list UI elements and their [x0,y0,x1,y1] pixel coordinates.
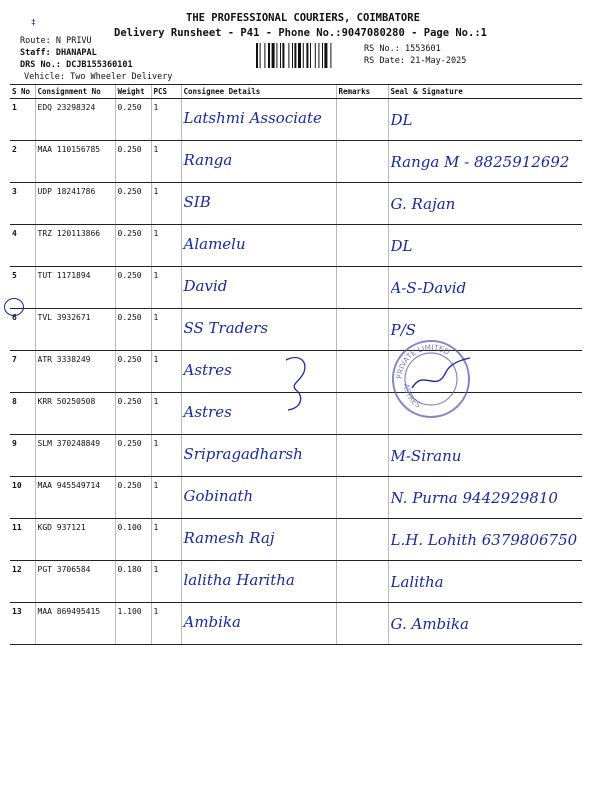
row-pcs-cell [151,393,181,435]
barcode-bar [330,43,331,68]
row-signature: DL [390,237,413,255]
row-weight: 0.250 [117,229,142,238]
page-title: THE PROFESSIONAL COURIERS, COIMBATORE [186,12,420,24]
page-subtitle: Delivery Runsheet - P41 - Phone No.:9047080280 - Page No.:1 [114,27,487,39]
row-pcs: 1 [153,229,159,238]
row-sno: 4 [12,229,17,238]
row-remarks-cell [336,141,388,183]
row-weight-cell [115,519,151,561]
barcode-bar [272,43,275,68]
route-label: Route: [20,36,51,46]
vehicle-label: Vehicle: [24,72,65,82]
row-weight-cell [115,225,151,267]
row-pcs: 1 [153,565,159,574]
row-consignee: Latshmi Associate [183,109,322,127]
row-consignee: lalitha Haritha [183,571,295,589]
row-consignment-no: EDQ 23298324 [37,103,96,112]
row-consignee: Ambika [183,613,241,631]
row-signature: Lalitha [390,573,444,591]
row-pcs-cell [151,351,181,393]
vehicle-value: Two Wheeler Delivery [70,72,173,82]
drs-line [20,60,133,70]
col-header-weight: Weight [115,85,151,99]
table-row [10,561,582,603]
row-sno: 7 [12,355,17,364]
row-sno-cell [10,477,35,519]
row-weight-cell [115,351,151,393]
row-pcs: 1 [153,439,159,448]
route-value: N PRIVU [55,36,92,46]
barcode-bar [292,43,293,68]
row-consignee: Ramesh Raj [183,529,275,547]
row-sno-cell [10,141,35,183]
row-consignment-no-cell [35,393,115,435]
row-consignee-cell [181,183,336,225]
row-consignment-no-cell [35,141,115,183]
row-weight: 1.100 [117,607,142,616]
row-weight: 0.180 [117,565,142,574]
row-signature-cell [388,183,582,225]
row-weight-cell [115,435,151,477]
row-sno: 5 [12,271,17,280]
row-consignee: Astres [183,361,232,379]
row-weight-cell [115,393,151,435]
barcode-bar [280,43,281,68]
row-consignee-cell [181,477,336,519]
drs-label: DRS No.: [20,60,61,70]
barcode-bar [310,43,311,68]
row-sno-cell [10,561,35,603]
drs-value: DCJB155360101 [66,60,133,70]
row-consignment-no: MAA 869495415 [37,607,101,616]
row-pcs-cell [151,519,181,561]
row-sno-cell [10,519,35,561]
row-pcs-cell [151,435,181,477]
row-pcs: 1 [153,355,159,364]
company-seal-stamp [390,338,472,420]
row-consignment-no-cell [35,477,115,519]
stamp-top-text: PRIVATE LIMITED [394,342,452,380]
row-consignment-no-cell [35,309,115,351]
barcode-bar [256,43,258,68]
row-consignee: SS Traders [183,319,269,337]
row-weight-cell [115,141,151,183]
row-consignment-no-cell [35,351,115,393]
row-weight: 0.100 [117,523,142,532]
row-pcs-cell [151,477,181,519]
row-pcs-cell [151,225,181,267]
row-signature-cell [388,141,582,183]
row-remarks-cell [336,351,388,393]
col-header-consignment: Consignment No [35,85,115,99]
row-pcs-cell [151,603,181,645]
row-weight: 0.250 [117,397,142,406]
table-row [10,477,582,519]
row-consignee-cell [181,603,336,645]
row-remarks-cell [336,183,388,225]
row-signature: Ranga M - 8825912692 [390,153,570,171]
row-consignee: Gobinath [183,487,254,505]
row-signature: DL [390,111,413,129]
row-sno-cell [10,435,35,477]
row-consignee-cell [181,267,336,309]
row-remarks-cell [336,225,388,267]
row-pcs-cell [151,99,181,141]
staff-value: DHANAPAL [55,48,97,58]
row-sno: 6 [12,313,17,322]
row-pcs-cell [151,267,181,309]
col-header-pcs: PCS [151,85,181,99]
row-remarks-cell [336,519,388,561]
row-signature-cell [388,267,582,309]
row-weight-cell [115,309,151,351]
row-signature-cell [388,225,582,267]
row-pcs: 1 [153,103,159,112]
barcode-bar [264,43,265,68]
barcode-bar [322,43,323,68]
row-signature: G. Rajan [390,195,456,213]
row-pcs: 1 [153,145,159,154]
row-pcs-cell [151,561,181,603]
row-remarks-cell [336,309,388,351]
row-pcs-cell [151,183,181,225]
table-row [10,309,582,351]
barcode-bar [318,43,319,68]
barcode-bar [315,43,316,68]
row-remarks-cell [336,99,388,141]
row-remarks-cell [336,267,388,309]
row-signature-cell [388,519,582,561]
row-sno: 10 [12,481,22,490]
row-consignment-no-cell [35,603,115,645]
row-sno: 12 [12,565,22,574]
barcode-bar [288,43,289,68]
row-pcs: 1 [153,607,159,616]
col-header-remarks: Remarks [336,85,388,99]
row-consignee-cell [181,141,336,183]
col-header-seal: Seal & Signature [388,85,582,99]
barcode-bar [268,43,270,68]
row-pcs: 1 [153,523,159,532]
row-signature: L.H. Lohith 6379806750 [390,531,578,549]
row-signature: P/S [390,321,416,339]
row-remarks-cell [336,393,388,435]
row-consignee: Alamelu [183,235,246,253]
stamp-bottom-text: ASTRES [401,383,423,410]
row-sno-cell [10,393,35,435]
barcode-bar [306,43,308,68]
row-consignment-no: KGD 937121 [37,523,86,532]
row-consignment-no: TRZ 120113866 [37,229,101,238]
table-row [10,99,582,141]
table-header-row [10,85,582,99]
col-header-consignee: Consignee Details [181,85,336,99]
row-weight: 0.250 [117,439,142,448]
row-sno: 11 [12,523,22,532]
row-consignee-cell [181,561,336,603]
barcode-bar [260,43,261,68]
table-row [10,435,582,477]
pen-mark: ‡ [31,18,36,27]
row-consignee-cell [181,99,336,141]
row-remarks-cell [336,435,388,477]
row-consignee-cell [181,351,336,393]
row-remarks-cell [336,603,388,645]
row-pcs: 1 [153,313,159,322]
row-consignment-no: MAA 945549714 [37,481,101,490]
row-weight: 0.250 [117,103,142,112]
row-weight: 0.250 [117,187,142,196]
row-weight: 0.250 [117,481,142,490]
row-sno-cell [10,603,35,645]
circle-annotation [4,298,24,316]
row-consignment-no-cell [35,225,115,267]
row-consignment-no: TVL 3932671 [37,313,91,322]
vehicle-line [24,72,172,82]
row-signature-cell [388,603,582,645]
row-consignee-cell [181,393,336,435]
row-weight: 0.250 [117,355,142,364]
row-sno: 8 [12,397,17,406]
row-consignment-no: MAA 110156785 [37,145,101,154]
row-consignee: Ranga [183,151,233,169]
row-pcs: 1 [153,271,159,280]
row-consignee: David [183,277,228,295]
row-signature-cell [388,477,582,519]
row-signature: N. Purna 9442929810 [390,489,558,507]
row-consignment-no-cell [35,435,115,477]
row-consignment-no: TUT 1171894 [37,271,91,280]
row-signature: A-S-David [390,279,467,297]
row-weight: 0.250 [117,271,142,280]
barcode-bar [298,43,301,68]
route-line [20,36,92,46]
row-consignment-no: UDP 18241786 [37,187,96,196]
rs-no-value: 1553601 [404,44,441,54]
row-pcs: 1 [153,397,159,406]
brace-annotation [282,354,312,414]
row-sno: 13 [12,607,22,616]
rs-date-value: 21-May-2025 [410,56,467,66]
row-sno: 1 [12,103,17,112]
barcode-bar [324,43,327,68]
row-remarks-cell [336,477,388,519]
row-consignment-no-cell [35,519,115,561]
barcode-image [256,43,354,68]
barcode-bar [294,43,296,68]
row-consignment-no: KRR 50250508 [37,397,96,406]
rs-no-label: RS No.: [364,44,400,54]
row-consignee: Sripragadharsh [183,445,303,463]
row-weight-cell [115,561,151,603]
row-consignment-no-cell [35,267,115,309]
row-weight-cell [115,477,151,519]
table-row [10,225,582,267]
row-weight: 0.250 [117,145,142,154]
table-row [10,267,582,309]
table-row [10,603,582,645]
row-pcs: 1 [153,481,159,490]
rs-date-label: RS Date: [364,56,405,66]
row-consignee: Astres [183,403,232,421]
row-signature-cell [388,435,582,477]
row-signature-cell [388,99,582,141]
row-consignment-no-cell [35,561,115,603]
row-weight: 0.250 [117,313,142,322]
table-row [10,519,582,561]
svg-text:PRIVATE LIMITED [395,343,451,379]
row-sno-cell [10,99,35,141]
row-pcs-cell [151,141,181,183]
barcode-bar [276,43,277,68]
rs-date-line [364,56,466,66]
table-row [10,141,582,183]
row-consignee-cell [181,309,336,351]
row-pcs-cell [151,309,181,351]
row-consignment-no: SLM 370248849 [37,439,101,448]
row-consignment-no-cell [35,99,115,141]
row-sno-cell [10,183,35,225]
row-signature-cell [388,561,582,603]
rs-no-line [364,44,441,54]
row-consignment-no: PGT 3706584 [37,565,91,574]
row-remarks-cell [336,561,388,603]
row-sno-cell [10,225,35,267]
row-weight-cell [115,603,151,645]
row-sno: 2 [12,145,17,154]
row-signature: G. Ambika [390,615,469,633]
row-consignee-cell [181,225,336,267]
row-sno: 3 [12,187,17,196]
staff-label: Staff: [20,48,51,58]
row-consignee: SIB [183,193,211,211]
table-row [10,183,582,225]
barcode-bar [303,43,304,68]
row-sno-cell [10,351,35,393]
row-weight-cell [115,99,151,141]
row-consignment-no: ATR 3338249 [37,355,91,364]
row-pcs: 1 [153,187,159,196]
row-weight-cell [115,267,151,309]
row-consignee-cell [181,519,336,561]
staff-line [20,48,97,58]
row-consignee-cell [181,435,336,477]
barcode-bar [282,43,284,68]
row-weight-cell [115,183,151,225]
row-consignment-no-cell [35,183,115,225]
row-sno: 9 [12,439,17,448]
col-header-sno: S No [10,85,35,99]
row-signature: M-Siranu [390,447,462,465]
